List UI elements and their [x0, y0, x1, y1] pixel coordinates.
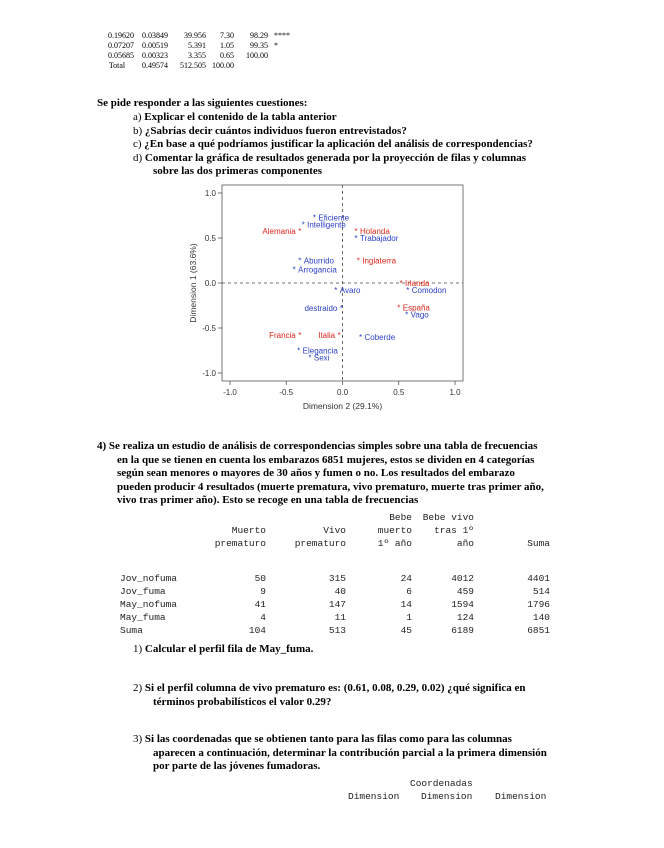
freq-header-tras: tras 1º	[434, 525, 474, 536]
data-point-marker: *	[354, 234, 358, 243]
coord-col-1: Dimension	[348, 791, 400, 802]
data-point-marker: *	[334, 286, 338, 296]
freq-row	[120, 624, 550, 637]
data-point-label: destraido	[304, 304, 338, 314]
question-a: a) Explicar el contenido de la tabla anterior	[133, 111, 337, 123]
eigen-row	[100, 41, 304, 51]
freq-header-prematuro: prematuro	[214, 538, 266, 549]
freq-cell: 6189	[451, 625, 474, 636]
data-point-label: Coberde	[364, 333, 396, 342]
question-c: c) ¿En base a qué podríamos justificar la aplicación del análisis de correspondencias?	[133, 138, 533, 150]
freq-cell: 513	[328, 625, 346, 636]
freq-row-label: May_fuma	[120, 612, 166, 623]
freq-row-label: Suma	[120, 625, 143, 636]
x-tick-label: -0.5	[279, 388, 294, 397]
freq-cell: 459	[456, 586, 474, 597]
correspondence-chart	[185, 183, 475, 423]
subquestion-1: 1) Calcular el perfil fila de May_fuma.	[133, 643, 314, 655]
data-point-marker: *	[337, 331, 341, 341]
data-point-marker: *	[301, 220, 305, 230]
data-point-marker: *	[339, 304, 343, 314]
freq-cell: 50	[254, 573, 266, 584]
data-point-marker: *	[354, 226, 358, 236]
data-point-label: Inglaterra	[362, 256, 397, 266]
y-tick-label: -1.0	[202, 369, 216, 378]
freq-cell: 1	[406, 612, 412, 623]
eigen-row	[100, 31, 304, 41]
data-point-label: Francia	[269, 331, 296, 341]
freq-header-muerto: Muerto	[231, 525, 266, 536]
freq-cell: 514	[532, 586, 550, 597]
subquestion-2: 2) Si el perfil columna de vivo prematuro es: (0.61, 0.08, 0.29, 0.02) ¿qué significa en términos probabilísticos el valor 0.29?	[133, 682, 526, 708]
freq-cell: 124	[456, 612, 474, 623]
eigen-cell: 100.00	[246, 51, 268, 60]
freq-header-bebe: Bebe	[389, 512, 412, 523]
freq-row	[120, 611, 550, 624]
x-axis-label: Dimension 2 (29.1%)	[302, 401, 383, 411]
data-point-label: Arrogancia	[298, 265, 337, 275]
x-tick-label: 0.0	[336, 388, 349, 397]
freq-header-row-2	[120, 524, 550, 537]
eigen-row	[100, 61, 304, 71]
data-point-label: Intelligente	[307, 220, 346, 230]
data-point-label: Alemania	[262, 226, 296, 236]
data-point-marker: *	[399, 279, 403, 288]
q4-line-3: según sean menores o mayores de 30 años y fumen o no. Los resultados del embarazo	[117, 467, 515, 479]
freq-cell: 14	[400, 599, 412, 610]
data-point-marker: *	[406, 286, 410, 296]
freq-cell: 11	[334, 612, 346, 623]
freq-cell: 315	[328, 573, 346, 584]
data-point-label: Trabajador	[360, 234, 399, 243]
data-point-marker: *	[297, 346, 301, 356]
eigen-cell: 0.07207	[108, 41, 134, 50]
y-tick-label: 0.5	[204, 234, 216, 243]
questions-list	[133, 111, 593, 179]
freq-cell: 6851	[527, 625, 550, 636]
freq-cell: 9	[260, 586, 266, 597]
freq-row	[120, 585, 550, 598]
freq-cell: 41	[254, 599, 266, 610]
data-point-label: Irlanda	[405, 279, 430, 288]
eigen-cell: *	[274, 41, 278, 50]
freq-header-vivo: Vivo	[323, 525, 346, 536]
data-point-label: Comodon	[411, 286, 447, 296]
x-tick-label: 0.5	[393, 388, 405, 397]
data-point-marker: *	[298, 331, 302, 341]
freq-cell: 40	[334, 586, 346, 597]
frequency-table	[120, 511, 550, 637]
freq-header-prematuro2: prematuro	[294, 538, 346, 549]
eigen-cell	[268, 61, 304, 71]
eigen-cell: 99.35	[250, 41, 268, 50]
eigen-cell: 5.391	[188, 41, 206, 50]
eigen-cell	[234, 61, 268, 71]
eigen-cell: 0.00519	[142, 41, 168, 50]
freq-header-row-3	[120, 537, 550, 550]
eigen-cell: 0.00323	[142, 51, 168, 60]
data-point-label: Eficiente	[318, 213, 350, 223]
q4-line-1: 4) Se realiza un estudio de análisis de correspondencias simples sobre una tabla de frecuencias	[97, 440, 538, 452]
freq-cell: 45	[400, 625, 412, 636]
q4-line-4: pueden producir 4 resultados (muerte prematura, vivo prematuro, muerte tras primer año,	[117, 480, 544, 493]
freq-cell: 1796	[527, 599, 550, 610]
eigen-cell	[268, 51, 304, 61]
y-tick-label: 0.0	[204, 279, 216, 288]
freq-cell: 4401	[527, 573, 550, 584]
data-point-label: Vago	[410, 310, 429, 320]
question-4	[97, 440, 577, 508]
questions-intro: Se pide responder a las siguientes cuestiones:	[97, 97, 308, 109]
eigen-cell: 0.03849	[142, 31, 168, 40]
eigen-cell: 39.956	[184, 31, 206, 40]
data-point-label: España	[402, 303, 430, 313]
data-point-marker: *	[312, 213, 316, 223]
q4-line-2: en la que se tienen en cuenta los embarazos 6851 mujeres, estos se dividen en 4 categorías	[117, 453, 535, 466]
eigenvalue-table	[100, 31, 304, 71]
freq-row-label: Jov_nofuma	[120, 573, 178, 584]
question-b: b) ¿Sabrías decir cuántos individuos fueron entrevistados?	[133, 124, 407, 137]
freq-row-label: Jov_fuma	[120, 586, 166, 597]
eigen-cell: Total	[108, 61, 126, 70]
eigen-cell: 0.49574	[142, 61, 168, 70]
coord-title: Coordenadas	[410, 778, 473, 789]
freq-row	[120, 598, 550, 611]
question-d-continuation: sobre las dos primeras componentes	[153, 165, 323, 177]
coord-col-2: Dimension	[421, 791, 473, 802]
data-point-label: Avaro	[339, 286, 361, 296]
data-point-marker: *	[298, 226, 302, 236]
data-point-label: Sexi	[313, 353, 330, 363]
y-tick-label: -0.5	[202, 324, 216, 333]
eigen-cell: 7.30	[220, 31, 234, 40]
data-point-marker: *	[397, 303, 401, 313]
data-point-marker: *	[356, 256, 360, 266]
data-point-marker: *	[308, 353, 312, 363]
eigen-cell: 0.65	[220, 51, 234, 60]
freq-row	[120, 572, 550, 585]
x-tick-label: -1.0	[223, 388, 237, 397]
freq-header-muerto2: muerto	[377, 525, 412, 536]
y-tick-label: 1.0	[204, 189, 216, 198]
data-point-label: Elegancia	[302, 346, 338, 356]
eigen-cell: 3.355	[188, 51, 206, 60]
freq-cell: 140	[532, 612, 550, 623]
eigen-cell: 100.00	[212, 61, 234, 70]
data-point-marker: *	[358, 333, 363, 342]
freq-header-suma: Suma	[527, 538, 550, 549]
freq-cell: 24	[400, 573, 412, 584]
y-axis-label: Dimension 1 (63.6%)	[188, 243, 198, 323]
data-point-label: Holanda	[360, 226, 390, 236]
freq-header-primer-ano: 1º año	[377, 538, 412, 549]
freq-cell: 1594	[451, 599, 474, 610]
freq-cell: 4	[260, 612, 266, 623]
eigen-cell: 512.505	[180, 61, 206, 70]
subquestion-3: 3) Si las coordenadas que se obtienen tanto para las filas como para las columnas aparecen a continuación, determinar la contribución parcial a la primera dimensión por parte de las jóvenes fumadoras.	[133, 733, 547, 772]
eigen-cell: 98.29	[250, 31, 268, 40]
q4-line-5: vivo tras primer año). Esto se recoge en una tabla de frecuencias	[117, 494, 419, 506]
eigen-row	[100, 51, 304, 61]
freq-row-label: May_nofuma	[120, 599, 178, 610]
freq-cell: 6	[406, 586, 412, 597]
data-point-marker: *	[405, 310, 409, 320]
data-point-marker: *	[292, 265, 296, 275]
data-point-label: Italia	[318, 331, 336, 341]
freq-cell: 104	[248, 625, 266, 636]
eigen-cell: ****	[274, 31, 290, 40]
data-point-label: Aburrido	[303, 256, 334, 266]
question-d: d) Comentar la gráfica de resultados generada por la proyección de filas y columnas	[133, 151, 527, 164]
coord-col-3: Dimension	[495, 791, 547, 802]
freq-header-ano: año	[456, 538, 474, 549]
freq-cell: 4012	[451, 573, 474, 584]
data-point-marker: *	[298, 256, 302, 266]
eigen-cell: 0.19620	[108, 31, 134, 40]
freq-header-bebe-vivo: Bebe vivo	[422, 512, 474, 523]
x-tick-label: 1.0	[449, 388, 461, 397]
freq-cell: 147	[328, 599, 346, 610]
eigen-cell: 0.05685	[108, 51, 134, 60]
eigen-cell: 1.05	[220, 41, 234, 50]
freq-header-row-1	[120, 511, 550, 524]
